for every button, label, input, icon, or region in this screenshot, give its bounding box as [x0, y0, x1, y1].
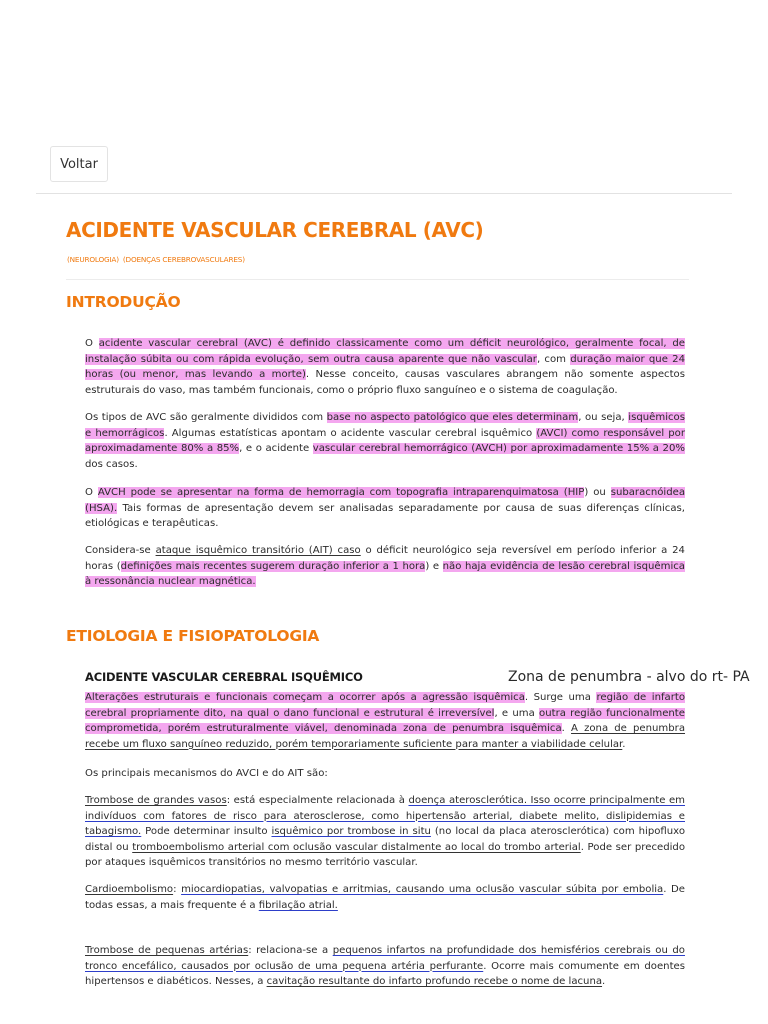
- tag-neurologia[interactable]: (NEUROLOGIA): [67, 255, 119, 264]
- paragraph-avch-forms: O AVCH pode se apresentar na forma de hemorragia com topografia intraparenquimatosa (HIP) ou subaracnóidea (HSA). Tais formas de apresentação devem ser analisadas separadamente por causa de suas diferenças clínicas, etiológicas e terapêuticas.: [85, 487, 686, 529]
- subheading-avci: ACIDENTE VASCULAR CEREBRAL ISQUÊMICO: [85, 670, 363, 684]
- title-divider: [66, 279, 689, 280]
- section-heading-etiologia: ETIOLOGIA E FISIOPATOLOGIA: [66, 627, 320, 645]
- paragraph-avc-types: Os tipos de AVC são geralmente divididos com base no aspecto patológico que eles determinam, ou seja, isquêmicos e hemorrágicos. Algumas estatísticas apontam o acidente vascular cerebral isquêmico (AVCI) como responsável por aproximadamente 80% a 85%, e o acidente vascular cerebral hemorrágico (AVCH) por aproximadamente 15% a 20% dos casos.: [85, 412, 685, 470]
- paragraph-avc-definition: O acidente vascular cerebral (AVC) é definido classicamente como um déficit neurológico, geralmente focal, de instalação súbita ou com rápida evolução, sem outra causa aparente que não vascular, com duração maior que 24 horas (ou menor, mas levando a morte). Nesse conceito, causas vasculares abrangem não somente aspectos estruturais do vaso, mas também funcionais, como o próprio fluxo sanguíneo e o sistema de coagulação.: [85, 338, 686, 396]
- category-tags: [67, 255, 249, 264]
- paragraph-trombose-grandes-vasos: Trombose de grandes vasos: está especialmente relacionada à doença aterosclerótica. Isso ocorre principalmente em indivíduos com fatores de risco para aterosclerose, como hipertensão arterial, diabete melito, dislipidemias e tabagismo. Pode determinar insulto isquêmico por trombose in situ (no local da placa aterosclerótica) com hipofluxo distal ou tromboembolismo arterial com oclusão vascular distalmente ao local do trombo arterial. Pode ser precedido por ataques isquêmicos transitórios no mesmo território vascular.: [85, 795, 686, 868]
- header-divider: [36, 193, 732, 194]
- section-heading-introducao: INTRODUÇÃO: [66, 293, 181, 311]
- paragraph-trombose-pequenas-arterias: Trombose de pequenas artérias: relaciona-se a pequenos infartos na profundidade dos hemisférios cerebrais ou do tronco encefálico, causados por oclusão de uma pequena artéria perfurante. Ocorre mais comumente em doentes hipertensos e diabéticos. Nesses, a cavitação resultante do infarto profundo recebe o nome de lacuna.: [85, 945, 685, 987]
- tag-doencas-cerebrovasculares[interactable]: (DOENÇAS CEREBROVASCULARES): [122, 255, 245, 264]
- paragraph-ait: Considera-se ataque isquêmico transitório (AIT) caso o déficit neurológico seja reversível em período inferior a 24 horas (definições mais recentes sugerem duração inferior a 1 hora) e não haja evidência de lesão cerebral isquêmica à ressonância nuclear magnética.: [85, 545, 685, 587]
- paragraph-mechanisms-intro: Os principais mecanismos do AVCI e do AIT são:: [85, 768, 328, 779]
- side-annotation: Zona de penumbra - alvo do rt- PA: [508, 669, 750, 685]
- back-button[interactable]: Voltar: [50, 146, 108, 182]
- document-title: ACIDENTE VASCULAR CEREBRAL (AVC): [66, 218, 484, 242]
- paragraph-cardioembolismo: Cardioembolismo: miocardiopatias, valvopatias e arritmias, causando uma oclusão vascular súbita por embolia. De todas essas, a mais frequente é a fibrilação atrial.: [85, 884, 686, 911]
- paragraph-penumbra: Alterações estruturais e funcionais começam a ocorrer após a agressão isquêmica. Surge uma região de infarto cerebral propriamente dito, na qual o dano funcional e estrutural é irreversível, e uma outra região funcionalmente comprometida, porém estruturalmente viável, denominada zona de penumbra isquêmica. A zona de penumbra recebe um fluxo sanguíneo reduzido, porém temporariamente suficiente para manter a viabilidade celular.: [85, 692, 686, 750]
